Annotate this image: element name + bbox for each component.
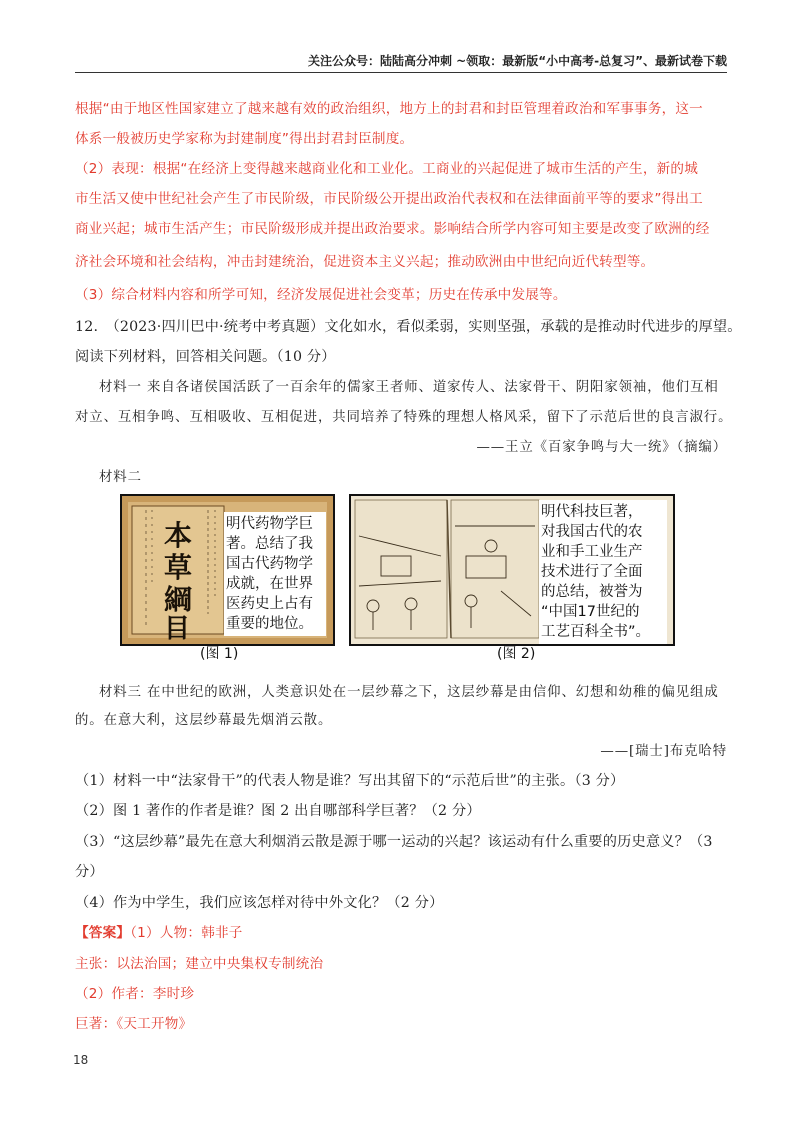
book-title-char: 目: [164, 614, 191, 644]
book-title-char: 綱: [164, 583, 193, 616]
prev-answer-line: （3）综合材料内容和所学可知，经济发展促进社会变革；历史在传承中发展等。: [75, 287, 567, 303]
prev-answer-line: 商业兴起；城市生活产生；市民阶级形成并提出政治要求。影响结合所学内容可知主要是改变了欧洲的经: [75, 221, 710, 237]
page-number: 18: [73, 1053, 89, 1067]
sub-question-3: （3）“这层纱幕”最先在意大利烟消云散是源于哪一运动的兴起？该运动有什么重要的历史意义？（3: [75, 834, 713, 850]
question-stem: 12. （2023·四川巴中·统考中考真题）文化如水，看似柔弱，实则坚强，承载的是推动时代进步的厚望。: [75, 319, 742, 335]
book-title-char: 草: [164, 551, 193, 584]
figure-2-image: [349, 494, 675, 646]
figure-1-callout: 明代药物学巨 著。总结了我 国古代药物学 成就，在世界 医药史上占有 重要的地位。: [224, 512, 326, 636]
answer-line-1: [75, 922, 727, 944]
book-title-char: 本: [164, 519, 193, 552]
prev-answer-line: 根据“由于地区性国家建立了越来越有效的政治组织，地方上的封君和封臣管理着政治和军事事务，这一: [75, 101, 703, 117]
material-1-source: ——王立《百家争鸣与大一统》（摘编）: [476, 440, 727, 455]
header-divider: [75, 72, 727, 73]
material-3-source: ——[瑞士]布克哈特: [600, 744, 727, 759]
answer-line-3: （2）作者：李时珍: [75, 986, 195, 1002]
sub-question-2: （2）图 1 著作的作者是谁？图 2 出自哪部科学巨著？（2 分）: [75, 803, 481, 819]
page-header: 关注公众号：陆陆高分冲刺 ~领取：最新版“小中高考-总复习”、最新试卷下载: [308, 54, 727, 68]
material-1: 材料一 来自各诸侯国活跃了一百余年的儒家王者师、道家传人、法家骨干、阴阳家领袖，他们互相: [99, 380, 719, 395]
figure-1-image: [120, 494, 335, 646]
answer-tag: 【答案】: [75, 925, 131, 941]
material-2-label: 材料二: [99, 470, 142, 485]
sub-question-4: （4）作为中学生，我们应该怎样对待中外文化？（2 分）: [75, 895, 444, 911]
question-stem: 阅读下列材料，回答相关问题。（10 分）: [75, 349, 336, 365]
material-3: 材料三 在中世纪的欧洲，人类意识处在一层纱幕之下，这层纱幕是由信仰、幻想和幼稚的偏见组成: [99, 685, 719, 700]
prev-answer-line: 济社会环境和社会结构，冲击封建统治，促进资本主义兴起；推动欧洲由中世纪向近代转型等。: [75, 254, 655, 270]
answer-line-4: 巨著：《天工开物》: [75, 1016, 193, 1032]
answer-text: （1）人物：韩非子: [130, 925, 243, 941]
prev-answer-line: 市生活又使中世纪社会产生了市民阶级，市民阶级公开提出政治代表权和在法律面前平等的要求”得出工: [75, 191, 703, 207]
figure-2-callout: 明代科技巨著， 对我国古代的农 业和手工业生产 技术进行了全面 的总结，被誉为 “中国17世纪的 工艺百科全书”。: [539, 500, 667, 644]
prev-answer-line: （2）表现：根据“在经济上变得越来越商业化和工业化。工商业的兴起促进了城市生活的产生，新的城: [75, 161, 699, 177]
sub-question-1: （1）材料一中“法家骨干”的代表人物是谁？写出其留下的“示范后世”的主张。（3 分）: [75, 773, 625, 789]
figure-2-caption: (图 2): [497, 646, 536, 662]
figure-1-caption: (图 1): [200, 646, 239, 662]
sub-question-3-cont: 分）: [75, 864, 104, 880]
prev-answer-line: 体系一般被历史学家称为封建制度”得出封君封臣制度。: [75, 131, 414, 147]
answer-line-2: 主张：以法治国；建立中央集权专制统治: [75, 956, 324, 972]
material-3: 的。在意大利，这层纱幕最先烟消云散。: [75, 713, 333, 728]
material-1: 对立、互相争鸣、互相吸收、互相促进，共同培养了特殊的理想人格风采，留下了示范后世的良言淑行。: [75, 410, 733, 425]
